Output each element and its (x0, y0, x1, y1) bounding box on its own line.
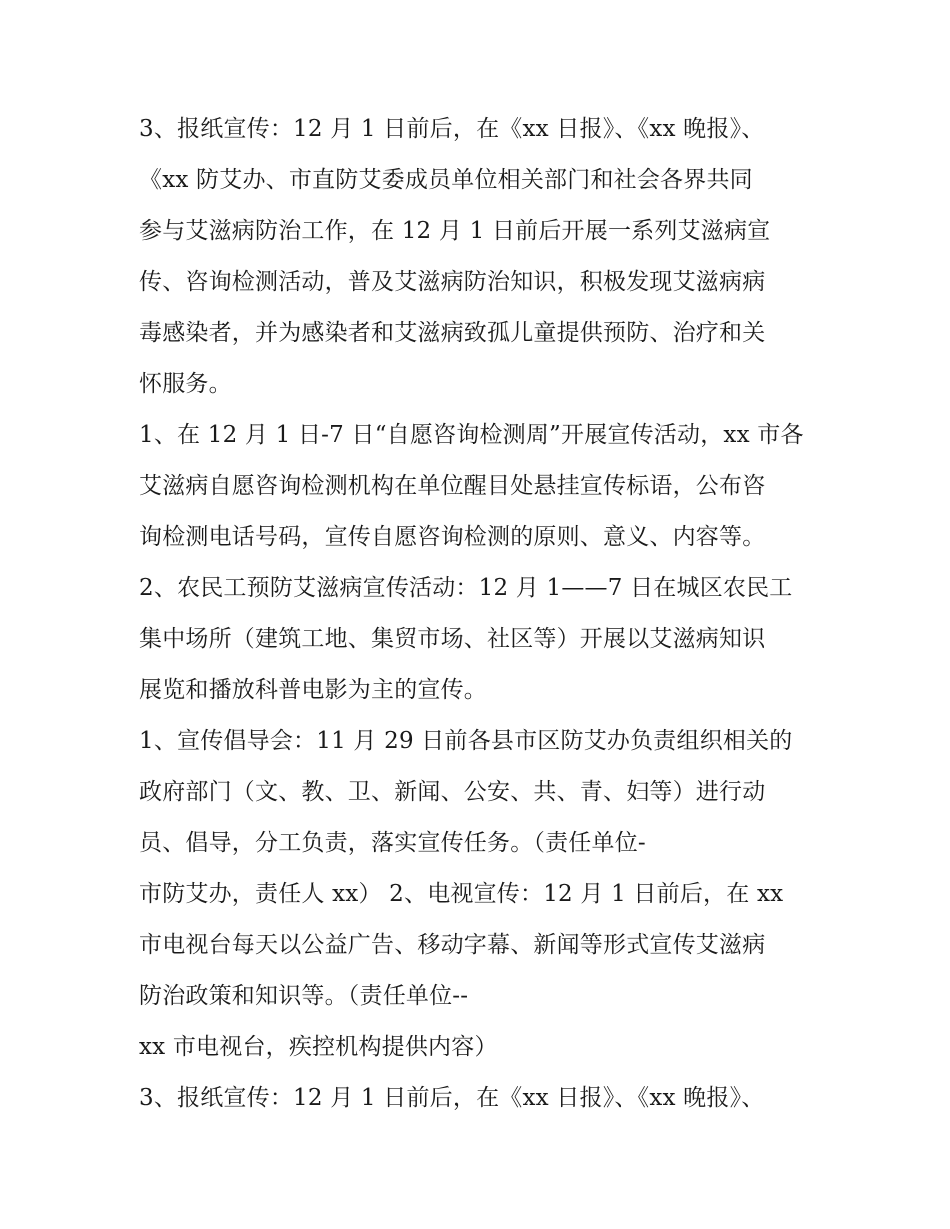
text-line: 1、在 12 月 1 日-7 日“自愿咨询检测周”开展宣传活动，xx 市各 (139, 422, 804, 448)
text-line: 1、宣传倡导会：11 月 29 日前各县市区防艾办负责组织相关的 (139, 728, 793, 754)
document-body (139, 104, 839, 1124)
text-line: 参与艾滋病防治工作，在 12 月 1 日前后开展一系列艾滋病宣 (139, 218, 771, 244)
text-line: 政府部门（文、教、卫、新闻、公安、共、青、妇等）进行动 (139, 779, 766, 805)
text-line: 3、报纸宣传：12 月 1 日前后，在《xx 日报》、《xx 晚报》、 (139, 116, 765, 142)
text-line: 集中场所（建筑工地、集贸市场、社区等）开展以艾滋病知识 (139, 626, 766, 652)
text-line: 市防艾办，责任人 xx） 2、电视宣传：12 月 1 日前后，在 xx (139, 881, 784, 907)
text-line: 传、咨询检测活动，普及艾滋病防治知识，积极发现艾滋病病 (139, 269, 766, 295)
text-line: 毒感染者，并为感染者和艾滋病致孤儿童提供预防、治疗和关 (139, 320, 766, 346)
text-line: 《xx 防艾办、市直防艾委成员单位相关部门和社会各界共同 (139, 167, 753, 193)
text-line: 市电视台每天以公益广告、移动字幕、新闻等形式宣传艾滋病 (139, 932, 766, 958)
text-line: 防治政策和知识等。（责任单位-- (139, 983, 469, 1009)
text-line: 员、倡导，分工负责，落实宣传任务。（责任单位- (139, 830, 646, 856)
text-line: 怀服务。 (139, 371, 232, 397)
text-line: 询检测电话号码，宣传自愿咨询检测的原则、意义、内容等。 (139, 524, 766, 550)
text-line: 艾滋病自愿咨询检测机构在单位醒目处悬挂宣传标语，公布咨 (139, 473, 766, 499)
text-line: 展览和播放科普电影为主的宣传。 (139, 677, 487, 703)
text-line: 3、报纸宣传：12 月 1 日前后，在《xx 日报》、《xx 晚报》、 (139, 1085, 765, 1111)
text-line: 2、农民工预防艾滋病宣传活动：12 月 1——7 日在城区农民工 (139, 575, 793, 601)
text-line: xx 市电视台，疾控机构提供内容） (139, 1034, 498, 1060)
